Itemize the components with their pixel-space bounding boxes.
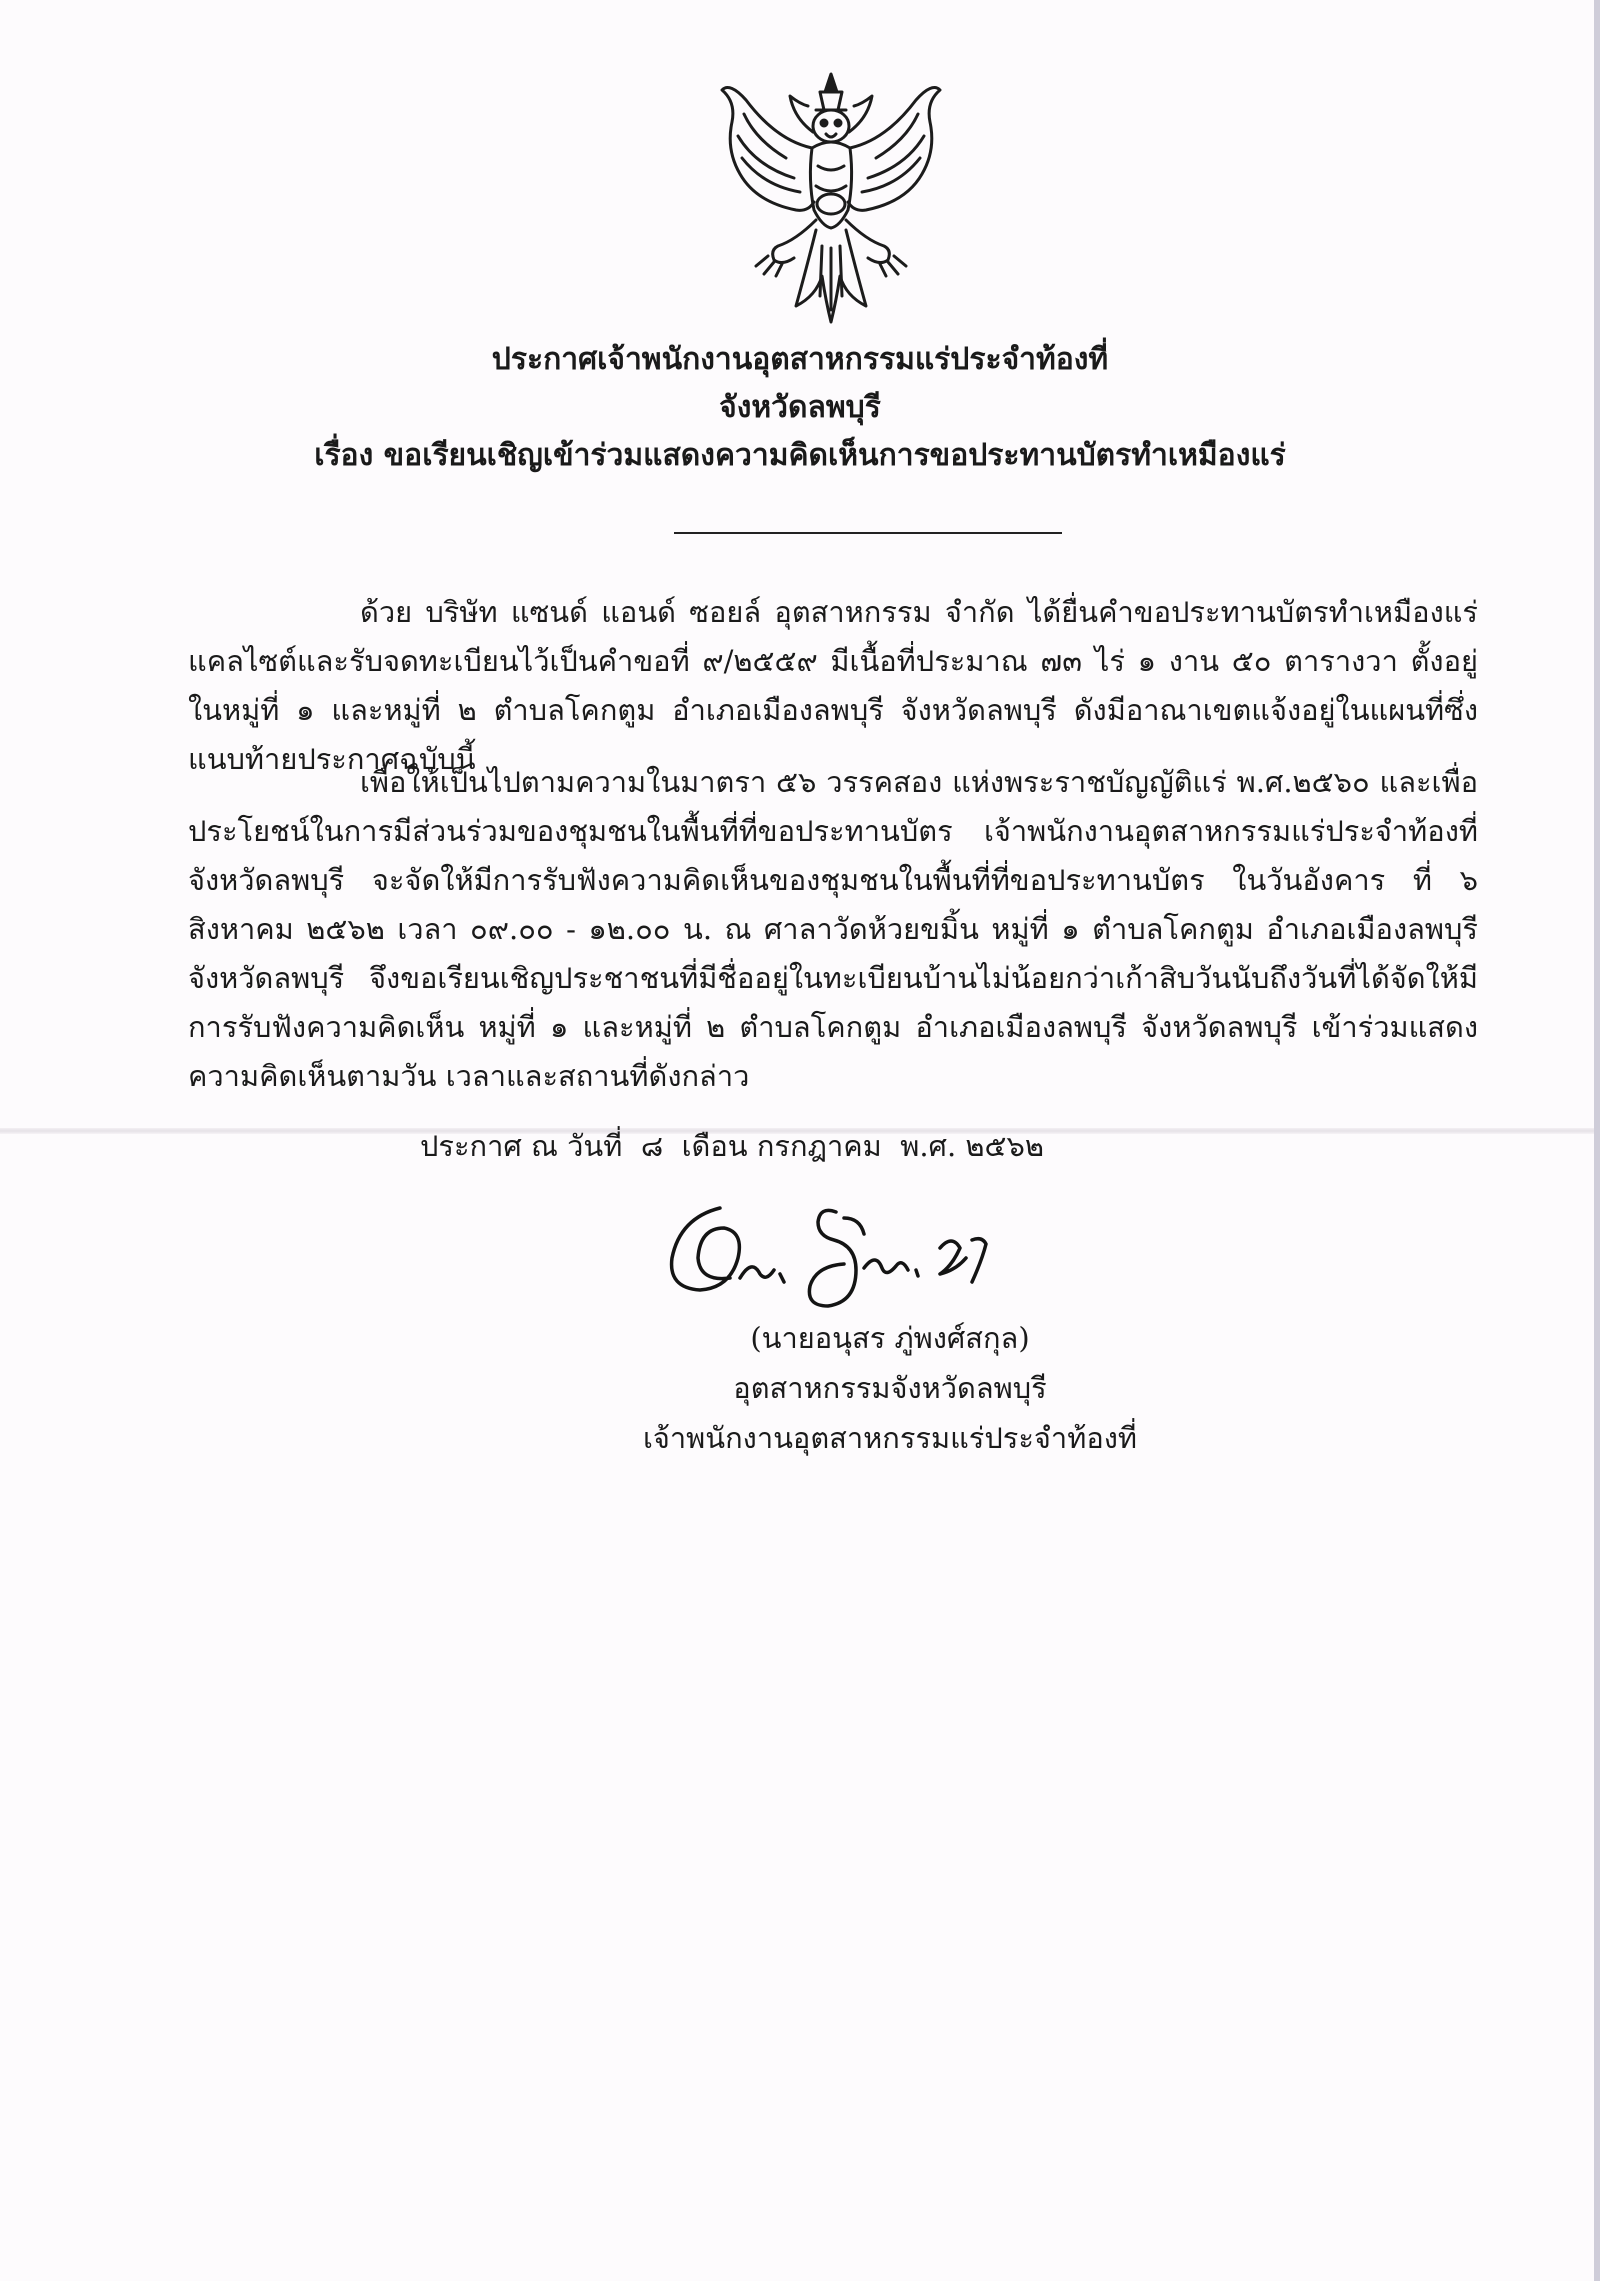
signatory-name: (นายอนุสร ภู่พงศ์สกุล) xyxy=(750,1321,1030,1355)
body-paragraph-2: เพื่อให้เป็นไปตามความในมาตรา ๕๖ วรรคสอง แห่งพระราชบัญญัติแร่ พ.ศ.๒๕๖๐ และเพื่อประโยชน์ในการมีส่วนร่วมของชุมชนในพื้นที่ที่ขอประทานบัตร เจ้าพนักงานอุตสาหกรรมแร่ประจำท้องที่จังหวัดลพบุรี จะจัดให้มีการรับฟังความคิดเห็นของชุมชนในพื้นที่ที่ขอประทานบัตร ในวันอังคาร ที่ ๖ สิงหาคม ๒๕๖๒ เวลา ๐๙.๐๐ - ๑๒.๐๐ น. ณ ศาลาวัดห้วยขมิ้น หมู่ที่ ๑ ตำบลโคกตูม อำเภอเมืองลพบุรี จังหวัดลพบุรี จึงขอเรียนเชิญประชาชนที่มีชื่ออยู่ในทะเบียนบ้านไม่น้อยกว่าเก้าสิบวันนับถึงวันที่ได้จัดให้มีการรับฟังความคิดเห็น หมู่ที่ ๑ และหมู่ที่ ๒ ตำบลโคกตูม อำเภอเมืองลพบุรี จังหวัดลพบุรี เข้าร่วมแสดงความคิดเห็นตามวัน เวลาและสถานที่ดังกล่าว xyxy=(188,765,1478,1093)
scan-edge xyxy=(1594,0,1600,2281)
handwritten-signature-icon xyxy=(660,1178,1060,1328)
signatory-position-1: อุตสาหกรรมจังหวัดลพบุรี xyxy=(733,1371,1047,1405)
announcement-title: ประกาศเจ้าพนักงานอุตสาหกรรมแร่ประจำท้องที่ xyxy=(491,342,1109,377)
garuda-emblem-icon xyxy=(716,70,946,328)
body-paragraph-1: ด้วย บริษัท แซนด์ แอนด์ ซอยล์ อุตสาหกรรม จำกัด ได้ยื่นคำขอประทานบัตรทำเหมืองแร่แคลไซต์และรับจดทะเบียนไว้เป็นคำขอที่ ๙/๒๕๕๙ มีเนื้อที่ประมาณ ๗๓ ไร่ ๑ งาน ๕๐ ตารางวา ตั้งอยู่ในหมู่ที่ ๑ และหมู่ที่ ๒ ตำบลโคกตูม อำเภอเมืองลพบุรี จังหวัดลพบุรี ดังมีอาณาเขตแจ้งอยู่ในแผนที่ซึ่งแนบท้ายประกาศฉบับนี้ xyxy=(188,595,1478,776)
title-divider xyxy=(674,532,1062,534)
subject-line: เรื่อง ขอเรียนเชิญเข้าร่วมแสดงความคิดเห็นการขอประทานบัตรทำเหมืองแร่ xyxy=(314,438,1286,473)
province-title: จังหวัดลพบุรี xyxy=(719,390,881,425)
signatory-position-2: เจ้าพนักงานอุตสาหกรรมแร่ประจำท้องที่ xyxy=(642,1421,1138,1455)
announcement-date: ประกาศ ณ วันที่ ๘ เดือน กรกฎาคม พ.ศ. ๒๕๖๒ xyxy=(420,1129,1044,1163)
